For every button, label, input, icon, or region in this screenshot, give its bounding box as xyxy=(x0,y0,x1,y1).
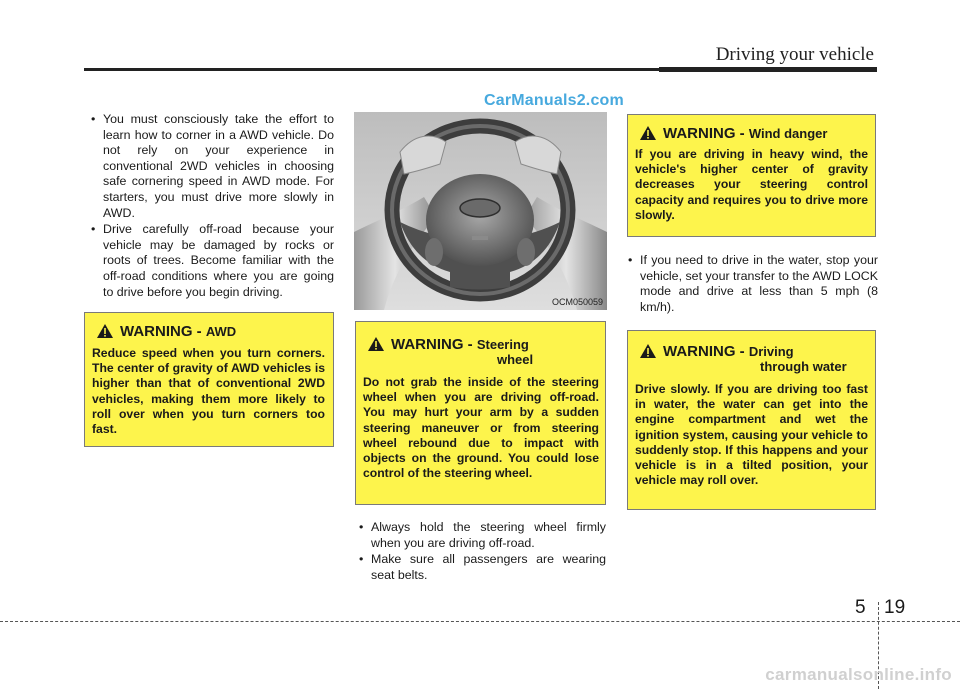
warning-triangle-icon xyxy=(639,343,657,359)
chapter-number: 5 xyxy=(855,597,866,618)
warning-topic: Driving xyxy=(748,344,794,359)
right-bullet-list xyxy=(625,253,878,316)
footer-rule xyxy=(0,621,960,622)
watermark-link[interactable]: CarManuals2.com xyxy=(484,92,624,109)
list-item: • If you need to drive in the water, stop your vehicle, set your transfer to the AWD LOCK mode and drive at less than 5 mph (8 km/h). xyxy=(628,253,878,314)
page-header-title: Driving your vehicle xyxy=(715,44,874,65)
bullet-text: You must consciously take the effort to learn how to corner in a AWD vehicle. Do not rely on your experience in conventional 2WD vehicles in choosing safe cornering speed in AWD mode. For starters, you must drive more slowly in AWD. xyxy=(103,112,334,220)
figure-caption: OCM050059 xyxy=(551,297,603,307)
warning-word: WARNING - xyxy=(663,125,745,142)
warning-body: Do not grab the inside of the steering wheel when you are driving off-road. You may hurt your arm by a sudden steering maneuver or from steering wheel rebound due to impact with objects on the ground. You could lose control of the steering wheel. xyxy=(363,375,599,481)
warning-box-water xyxy=(627,330,876,510)
steering-wheel-illustration xyxy=(354,112,607,310)
header-rule xyxy=(84,68,877,71)
warning-word: WARNING - xyxy=(663,343,745,360)
warning-triangle-icon xyxy=(639,125,657,141)
list-item: • Always hold the steering wheel firmly when you are driving off-road. xyxy=(359,520,606,550)
warning-box-wind xyxy=(627,114,876,237)
list-item: • You must consciously take the effort to learn how to corner in a AWD vehicle. Do not rely on your experience in conventional 2WD vehicles in choosing safe cornering speed in AWD mode. For starters, you must drive more slowly in AWD. xyxy=(91,112,334,220)
warning-topic: Steering xyxy=(476,337,529,352)
warning-body: Reduce speed when you turn corners. The center of gravity of AWD vehicles is higher than that of conventional 2WD vehicles, making them more likely to roll over when you turn corners too fast. xyxy=(92,346,325,437)
page-number: 19 xyxy=(884,597,906,618)
middle-bullet-list xyxy=(356,520,606,584)
warning-topic: Wind danger xyxy=(748,126,828,141)
warning-topic-line2: wheel xyxy=(497,352,534,367)
warning-triangle-icon xyxy=(96,323,114,339)
warning-topic: AWD xyxy=(205,324,237,339)
warning-box-steering xyxy=(355,321,606,505)
bullet-text: If you need to drive in the water, stop your vehicle, set your transfer to the AWD LOCK mode and drive at less than 5 mph (8 km/h). xyxy=(640,253,878,314)
bullet-text: Make sure all passengers are wearing seat belts. xyxy=(371,552,606,582)
warning-word: WARNING - xyxy=(391,336,473,353)
bullet-text: Always hold the steering wheel firmly when you are driving off-road. xyxy=(371,520,606,550)
warning-heading xyxy=(635,125,868,142)
list-item: • Make sure all passengers are wearing seat belts. xyxy=(359,552,606,582)
bullet-text: Drive carefully off-road because your vehicle may be damaged by rocks or roots of trees. Become familiar with the off-road conditions where you are going to drive before you begin driving. xyxy=(103,222,334,299)
warning-triangle-icon xyxy=(367,336,385,352)
warning-heading xyxy=(92,323,325,340)
left-bullet-list xyxy=(88,112,334,301)
warning-heading xyxy=(635,343,868,374)
warning-heading xyxy=(363,336,599,367)
watermark-footer: carmanualsonline.info xyxy=(765,665,952,684)
steering-wheel-figure xyxy=(354,112,607,310)
warning-word: WARNING - xyxy=(120,323,202,340)
warning-body: Drive slowly. If you are driving too fast in water, the water can get into the engine compartment and wet the ignition system, causing your vehicle to suddenly stop. If this happens and your vehicle is in a tilted position, your vehicle may roll over. xyxy=(635,382,868,488)
warning-box-awd xyxy=(84,312,334,447)
warning-topic-line2: through water xyxy=(760,359,847,374)
list-item: • Drive carefully off-road because your vehicle may be damaged by rocks or roots of trees. Become familiar with the off-road conditions where you are going to drive before you begin driving. xyxy=(91,222,334,299)
warning-body: If you are driving in heavy wind, the vehicle's higher center of gravity decreases your steering control capacity and requires you to drive more slowly. xyxy=(635,147,868,222)
